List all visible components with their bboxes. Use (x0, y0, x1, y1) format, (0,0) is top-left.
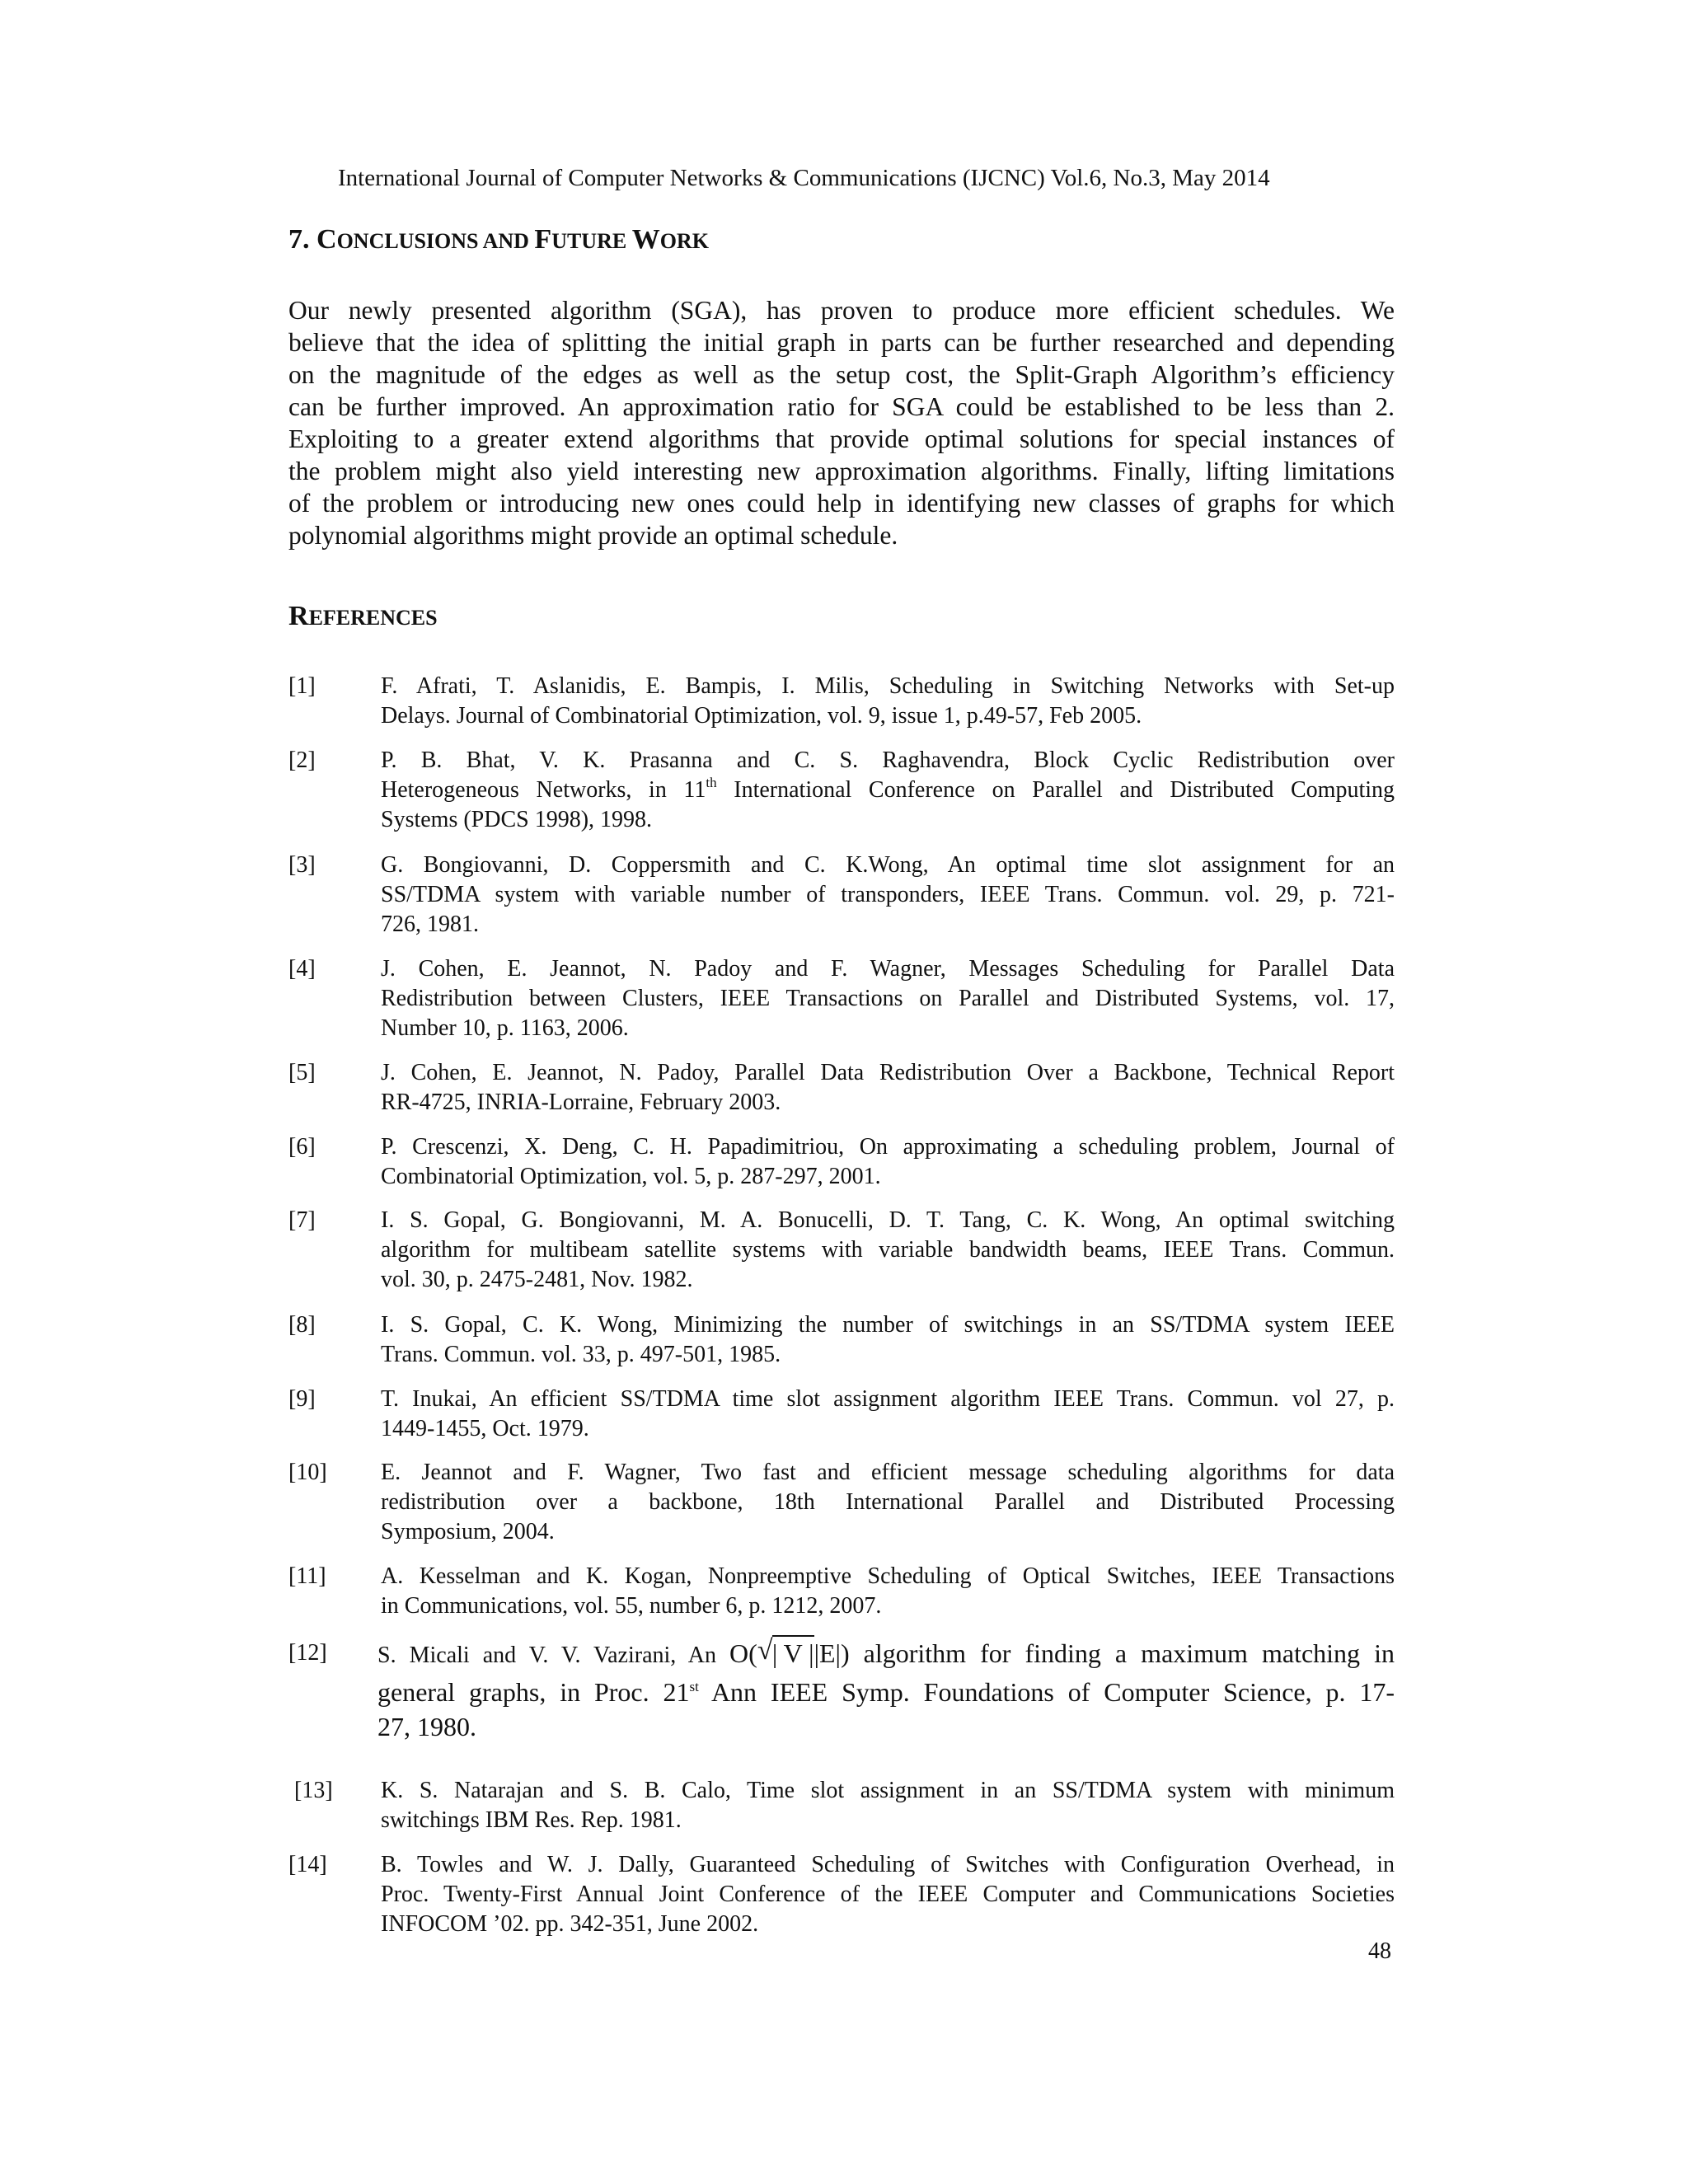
square-root (757, 1634, 814, 1673)
reference-number: [3] (288, 852, 316, 878)
reference-line: vol. 30, p. 2475-2481, Nov. 1982. (381, 1267, 693, 1292)
reference-line: INFOCOM ’02. pp. 342-351, June 2002. (381, 1911, 759, 1937)
paragraph-line: can be further improved. An approximation ratio for SGA could be established to be less than 2. (288, 392, 1395, 421)
reference-text (381, 851, 1395, 940)
reference-text (381, 1310, 1395, 1370)
heading-part: W (631, 224, 660, 255)
paragraph-line: the problem might also yield interesting new approximation algorithms. Finally, lifting limitations (288, 457, 1395, 485)
paragraph-line: of the problem or introducing new ones could help in identifying new classes of graphs for which (288, 489, 1395, 518)
section-heading-references (288, 599, 438, 635)
reference-text (381, 672, 1395, 731)
reference-line: Redistribution between Clusters, IEEE Transactions on Parallel and Distributed Systems, vol. 17, (381, 986, 1395, 1011)
reference-number: [5] (288, 1060, 316, 1085)
reference-number: [1] (288, 673, 316, 699)
reference-line: I. S. Gopal, G. Bongiovanni, M. A. Bonucelli, D. T. Tang, C. K. Wong, An optimal switching (381, 1207, 1395, 1233)
reference-text (381, 1562, 1395, 1621)
heading-part: R (288, 601, 309, 631)
reference-line: A. Kesselman and K. Kogan, Nonpreemptive Scheduling of Optical Switches, IEEE Transactions (381, 1563, 1395, 1589)
reference-number: [12] (288, 1640, 327, 1666)
reference-number: [9] (288, 1386, 316, 1412)
reference-text (381, 1132, 1395, 1192)
reference-line (381, 776, 1395, 805)
reference-line: algorithm for multibeam satellite systems with variable bandwidth beams, IEEE Trans. Commun. (381, 1237, 1395, 1263)
reference-line-part: S. Micali and V. V. Vazirani, An (377, 1643, 730, 1668)
page-number: 48 (1368, 1938, 1391, 1964)
reference-line-part: Heterogeneous Networks, in 11 (381, 777, 706, 803)
reference-line: J. Cohen, E. Jeannot, N. Padoy, Parallel Data Redistribution Over a Backbone, Technical Report (381, 1060, 1395, 1085)
paragraph-line: polynomial algorithms might provide an optimal schedule. (288, 521, 898, 550)
reference-line: SS/TDMA system with variable number of transponders, IEEE Trans. Commun. vol. 29, p. 721- (381, 882, 1395, 907)
reference-text (381, 746, 1395, 835)
reference-line: G. Bongiovanni, D. Coppersmith and C. K.Wong, An optimal time slot assignment for an (381, 852, 1395, 878)
reference-line: T. Inukai, An efficient SS/TDMA time slot assignment algorithm IEEE Trans. Commun. vol 27, p. (381, 1386, 1395, 1412)
paragraph-line: Exploiting to a greater extend algorithms that provide optimal solutions for special instances of (288, 424, 1395, 453)
reference-text (381, 1206, 1395, 1295)
reference-line: Combinatorial Optimization, vol. 5, p. 287-297, 2001. (381, 1164, 881, 1189)
reference-text (381, 1776, 1395, 1835)
reference-line: in Communications, vol. 55, number 6, p. 1212, 2007. (381, 1593, 882, 1619)
paragraph-line: believe that the idea of splitting the initial graph in parts can be further researched and depending (288, 328, 1395, 357)
reference-text (381, 954, 1395, 1043)
formula-part: O( (729, 1638, 757, 1668)
reference-line: RR-4725, INRIA-Lorraine, February 2003. (381, 1090, 781, 1115)
reference-text (381, 1458, 1395, 1547)
reference-line: 726, 1981. (381, 912, 479, 937)
reference-line: P. B. Bhat, V. K. Prasanna and C. S. Raghavendra, Block Cyclic Redistribution over (381, 748, 1395, 773)
reference-line: I. S. Gopal, C. K. Wong, Minimizing the number of switchings in an SS/TDMA system IEEE (381, 1312, 1395, 1338)
reference-text (377, 1634, 1395, 1741)
reference-number: [8] (288, 1312, 316, 1338)
heading-number: 7. (288, 224, 316, 255)
heading-part: AND (482, 229, 535, 253)
reference-line: Number 10, p. 1163, 2006. (381, 1015, 629, 1041)
square-root-content: | V | (772, 1635, 814, 1668)
paragraph-line: on the magnitude of the edges as well as the setup cost, the Split-Graph Algorithm’s efficiency (288, 360, 1395, 389)
running-header: International Journal of Computer Networks & Communications (IJCNC) Vol.6, No.3, May 2014 (338, 165, 1270, 191)
reference-line: redistribution over a backbone, 18th International Parallel and Distributed Processing (381, 1489, 1395, 1515)
reference-line: K. S. Natarajan and S. B. Calo, Time slot assignment in an SS/TDMA system with minimum (381, 1778, 1395, 1803)
reference-line: Proc. Twenty-First Annual Joint Conference of the IEEE Computer and Communications Societies (381, 1882, 1395, 1907)
paragraph-line: Our newly presented algorithm (SGA), has proven to produce more efficient schedules. We (288, 296, 1395, 325)
conclusions-paragraph (288, 294, 1395, 551)
section-heading-conclusions (288, 223, 709, 259)
reference-line: switchings IBM Res. Rep. 1981. (381, 1807, 682, 1833)
reference-line: Systems (PDCS 1998), 1998. (381, 807, 653, 832)
reference-number: [2] (288, 748, 316, 773)
reference-line: B. Towles and W. J. Dally, Guaranteed Scheduling of Switches with Configuration Overhead, in (381, 1852, 1395, 1877)
reference-number: [7] (288, 1207, 316, 1233)
reference-number: [13] (288, 1778, 333, 1803)
reference-line (377, 1634, 1395, 1673)
reference-text (381, 1850, 1395, 1939)
heading-part: EFERENCES (308, 606, 438, 630)
reference-line: Delays. Journal of Combinatorial Optimization, vol. 9, issue 1, p.49-57, Feb 2005. (381, 703, 1142, 729)
reference-line: F. Afrati, T. Aslanidis, E. Bampis, I. Milis, Scheduling in Switching Networks with Set-up (381, 673, 1395, 699)
reference-line-part: |E|) algorithm for finding a maximum matching in (814, 1638, 1395, 1668)
superscript: st (689, 1679, 699, 1694)
reference-number: [10] (288, 1460, 327, 1485)
reference-number: [14] (288, 1852, 327, 1877)
heading-part: C (316, 224, 337, 255)
reference-number: [6] (288, 1134, 316, 1160)
heading-part: ORK (659, 229, 709, 253)
reference-line: 27, 1980. (377, 1712, 476, 1741)
reference-line-part: general graphs, in Proc. 21 (377, 1677, 690, 1707)
radical-sign-icon: √ (757, 1635, 773, 1666)
reference-line: Trans. Commun. vol. 33, p. 497-501, 1985. (381, 1342, 781, 1367)
reference-line-part: International Conference on Parallel and Distributed Computing (716, 777, 1395, 803)
reference-line: Symposium, 2004. (381, 1519, 555, 1544)
reference-line (377, 1673, 1395, 1712)
heading-part: ONCLUSIONS (336, 229, 483, 253)
heading-part: F (534, 224, 552, 255)
reference-text (381, 1385, 1395, 1444)
reference-line: E. Jeannot and F. Wagner, Two fast and efficient message scheduling algorithms for data (381, 1460, 1395, 1485)
reference-text (381, 1058, 1395, 1118)
reference-number: [4] (288, 956, 316, 982)
superscript: th (706, 775, 717, 790)
heading-part: UTURE (551, 229, 632, 253)
reference-line: J. Cohen, E. Jeannot, N. Padoy and F. Wagner, Messages Scheduling for Parallel Data (381, 956, 1395, 982)
reference-line: P. Crescenzi, X. Deng, C. H. Papadimitriou, On approximating a scheduling problem, Journal of (381, 1134, 1395, 1160)
reference-line: 1449-1455, Oct. 1979. (381, 1416, 589, 1441)
reference-number: [11] (288, 1563, 326, 1589)
reference-line-part: Ann IEEE Symp. Foundations of Computer Science, p. 17- (698, 1677, 1395, 1707)
